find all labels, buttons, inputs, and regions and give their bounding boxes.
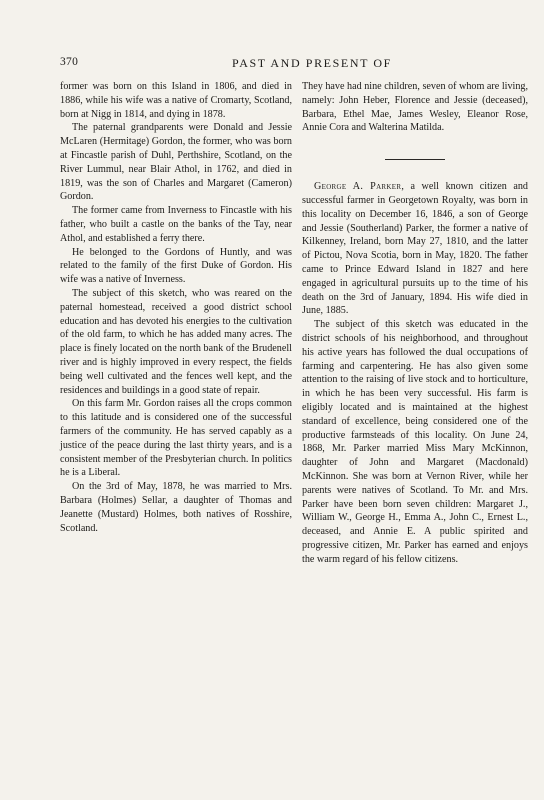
paragraph: On this farm Mr. Gordon raises all the crops common to this latitude and is considered one of the successful farmers of the community. He has served capably as a justice of the peace during the last thirty years, and is a consistent member of the Presbyterian church. In politics he is a Liberal. <box>60 398 292 479</box>
running-head <box>60 56 524 74</box>
paragraph: On the 3rd of May, 1878, he was married to Mrs. Barbara (Holmes) Sellar, a daughter of Thomas and Jeanette (Mustard) Holmes, both natives of Rosshire, Scotland. <box>60 481 292 534</box>
right-column <box>302 80 528 567</box>
running-title: PAST AND PRESENT OF <box>232 56 392 70</box>
paragraph: They have had nine children, seven of whom are living, namely: John Heber, Florence and Jessie (deceased), Barbara, Ethel Mae, James Wesley, Eleanor Rose, Annie Cora and Walterina Matilda. <box>302 81 528 134</box>
paragraph: He belonged to the Gordons of Huntly, and was related to the family of the first Duke of Gordon. His wife was a native of Inverness. <box>60 246 292 286</box>
paragraph: The subject of this sketch, who was reared on the paternal homestead, received a good district school education and has devoted his energies to the cultivation of the old farm, to which he has added many acres. The place is finely located on the north bank of the Brudenell river and is highly improved in every respect, the fields being well cultivated and the fences well kept, and the residences and buildings in a good state of repair. <box>60 287 292 396</box>
paragraph: The subject of this sketch was educated in the district schools of his neighborhood, and throughout his active years has followed the dual occupations of farming and carpentering. He has also given some attention to the raising of live stock and to horticulture, in which he has been very successful. His farm is eligibly located and is maintained at the highest standard of excellence, being considered one of the productive farmsteads of this locality. On June 24, 1868, Mr. Parker married Miss Mary McKinnon, daughter of John and Margaret (Macdonald) McKinnon. She was born at Vernon River, while her parents were natives of Scotland. To Mr. and Mrs. Parker have been born seven children: Margaret J., William W., George H., Emma A., John C., Ernest L., deceased, and Annie E. A public spirited and progressive citizen, Mr. Parker has earned and enjoys the warm regard of his fellow citizens. <box>302 319 528 565</box>
paragraph: The paternal grandparents were Donald and Jessie McLaren (Hermitage) Gordon, the former, who was born at Fincastle parish of Duhl, Perthshire, Scotland, on the River Lummul, near Blair Athol, in 1762, and died in 1819, was the son of Charles and Margaret (Cameron) Gordon. <box>60 122 292 203</box>
biography-intro-text: , a well known citizen and successful farmer in Georgetown Royalty, was born in this locality on December 16, 1846, a son of George and Jessie (Southerland) Parker, the former a native of Kilkenney, Ireland, born May 27, 1810, and the latter of Pictou, Nova Scotia, born in May, 1820. The father came to Prince Edward Island in 1827 and here engaged in agricultural pursuits up to the time of his death on the 3rd of January, 1894. His wife died in June, 1885. <box>302 181 528 317</box>
left-column <box>60 80 292 535</box>
paragraph: former was born on this Island in 1806, and died in 1886, while his wife was a native of Cromarty, Scotland, born at Nigg in 1814, and dying in 1878. <box>60 81 292 120</box>
paragraph: The former came from Inverness to Fincastle with his father, who built a castle on the banks of the Tay, near Athol, and established a ferry there. <box>60 205 292 244</box>
biography-intro <box>302 180 528 318</box>
page-number: 370 <box>60 56 79 68</box>
section-divider <box>385 159 445 160</box>
biography-name: George A. Parker <box>314 181 402 193</box>
